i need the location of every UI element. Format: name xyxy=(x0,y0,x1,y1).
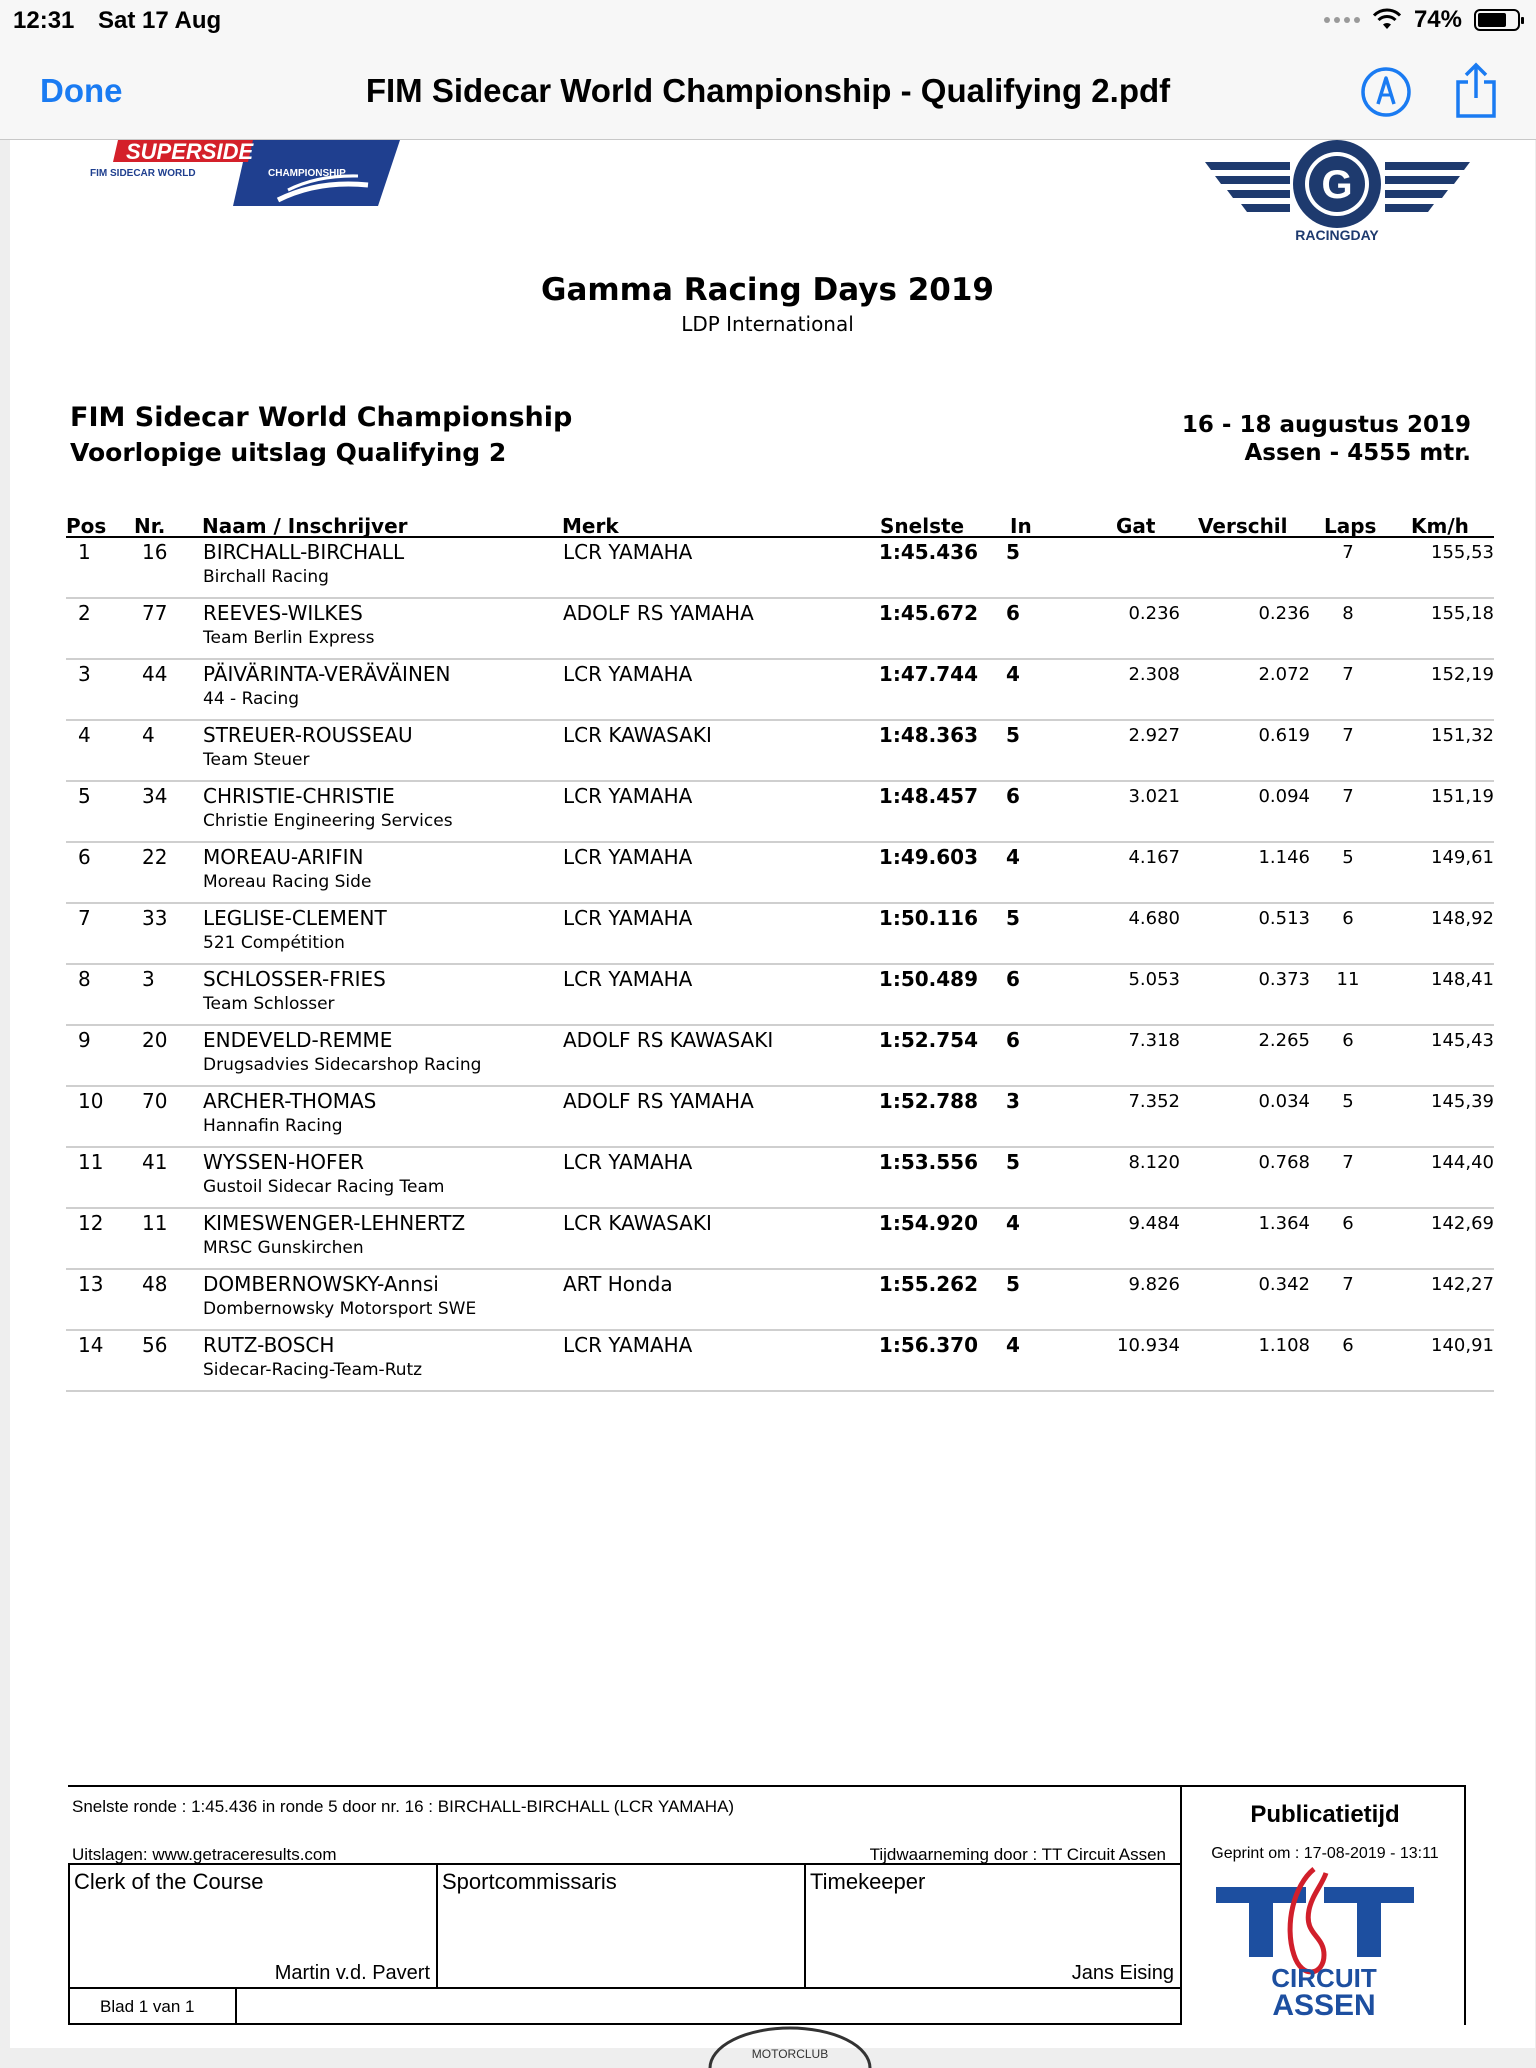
fastest-lap-note: Snelste ronde : 1:45.436 in ronde 5 door nr. 16 : BIRCHALL-BIRCHALL (LCR YAMAHA) xyxy=(72,1797,735,1816)
cell-nr: 20 xyxy=(142,1028,168,1052)
cell-team: 44 - Racing xyxy=(203,689,300,709)
cell-pos: 6 xyxy=(78,845,91,869)
clerk-cell xyxy=(68,1865,436,1987)
battery-icon xyxy=(1474,9,1520,31)
document-title: FIM Sidecar World Championship - Qualifying 2.pdf xyxy=(365,72,1171,109)
cell-in: 6 xyxy=(1006,784,1020,808)
event-dates: 16 - 18 augustus 2019 xyxy=(1181,412,1471,438)
cell-laps: 5 xyxy=(1342,847,1354,868)
header-nr: Nr. xyxy=(134,514,166,538)
cell-in: 6 xyxy=(1006,967,1020,991)
cellular-signal-icon xyxy=(1324,17,1360,23)
cell-fastest: 1:53.556 xyxy=(878,1150,978,1174)
cell-name: MOREAU-ARIFIN xyxy=(203,845,364,869)
cell-gap: 4.680 xyxy=(1128,908,1180,929)
stewards-cell xyxy=(436,1865,804,1987)
cell-laps: 6 xyxy=(1342,1213,1354,1234)
header-pos: Pos xyxy=(66,514,107,538)
cell-diff: 0.768 xyxy=(1258,1152,1310,1173)
timekeeper-label: Timekeeper xyxy=(810,1869,926,1894)
cell-diff: 0.236 xyxy=(1258,603,1310,624)
cell-pos: 13 xyxy=(78,1272,104,1296)
event-subtitle: LDP International xyxy=(681,312,854,336)
cell-nr: 56 xyxy=(142,1333,168,1357)
cell-pos: 10 xyxy=(78,1089,104,1113)
cell-gap: 2.308 xyxy=(1128,664,1180,685)
cell-laps: 6 xyxy=(1342,1030,1354,1051)
cell-gap: 9.484 xyxy=(1128,1213,1180,1234)
tt-logo-line1: CIRCUIT xyxy=(1271,1963,1377,1993)
cell-in: 6 xyxy=(1006,1028,1020,1052)
cell-pos: 4 xyxy=(78,723,91,747)
table-row xyxy=(66,843,1494,904)
wifi-icon xyxy=(1372,9,1402,31)
cell-laps: 6 xyxy=(1342,1335,1354,1356)
cell-pos: 11 xyxy=(78,1150,104,1174)
cell-kmh: 148,41 xyxy=(1431,969,1494,990)
cell-nr: 11 xyxy=(142,1211,168,1235)
cell-in: 4 xyxy=(1006,662,1020,686)
sheet-number: Blad 1 van 1 xyxy=(100,1997,195,2016)
cell-laps: 11 xyxy=(1336,969,1360,990)
printed-on: Geprint om : 17-08-2019 - 13:11 xyxy=(1211,1845,1439,1862)
clerk-label: Clerk of the Course xyxy=(74,1869,264,1894)
session-title: Voorlopige uitslag Qualifying 2 xyxy=(70,438,507,467)
cell-gap: 7.318 xyxy=(1128,1030,1180,1051)
cell-make: ADOLF RS YAMAHA xyxy=(563,601,754,625)
cell-make: LCR YAMAHA xyxy=(563,845,693,869)
cell-team: Team Schlosser xyxy=(203,994,335,1014)
cell-name: ARCHER-THOMAS xyxy=(203,1089,377,1113)
cell-pos: 5 xyxy=(78,784,91,808)
share-icon[interactable] xyxy=(1450,62,1502,120)
cell-make: LCR YAMAHA xyxy=(563,540,693,564)
cell-laps: 7 xyxy=(1342,1152,1354,1173)
pdf-page[interactable] xyxy=(10,139,1535,2061)
cell-in: 6 xyxy=(1006,601,1020,625)
cell-gap: 9.826 xyxy=(1128,1274,1180,1295)
cell-kmh: 142,27 xyxy=(1431,1274,1494,1295)
superside-logo-sub1: FIM SIDECAR WORLD xyxy=(90,168,196,179)
championship-title: FIM Sidecar World Championship xyxy=(70,402,573,433)
cell-in: 5 xyxy=(1006,540,1020,564)
timekeeper-cell xyxy=(804,1865,1180,1987)
table-row xyxy=(66,965,1494,1026)
cell-name: LEGLISE-CLEMENT xyxy=(203,906,387,930)
cell-team: Hannafin Racing xyxy=(203,1116,343,1136)
gamma-logo-text: RACINGDAY xyxy=(1295,227,1379,243)
cell-laps: 7 xyxy=(1342,1274,1354,1295)
header-name: Naam / Inschrijver xyxy=(202,514,408,538)
cell-pos: 2 xyxy=(78,601,91,625)
cell-team: MRSC Gunskirchen xyxy=(203,1238,364,1258)
cell-nr: 34 xyxy=(142,784,168,808)
cell-fastest: 1:49.603 xyxy=(878,845,978,869)
cell-kmh: 149,61 xyxy=(1431,847,1494,868)
cell-kmh: 155,53 xyxy=(1431,542,1494,563)
sheet-row xyxy=(68,1987,1180,2025)
superside-logo-text: SUPERSIDE xyxy=(126,139,254,164)
cell-name: WYSSEN-HOFER xyxy=(203,1150,365,1174)
table-row xyxy=(66,782,1494,843)
header-kmh: Km/h xyxy=(1411,514,1469,538)
cell-gap: 4.167 xyxy=(1128,847,1180,868)
cell-kmh: 155,18 xyxy=(1431,603,1494,624)
cell-name: DOMBERNOWSKY-Annsi xyxy=(203,1272,439,1296)
status-time: 12:31 xyxy=(13,7,75,34)
cell-laps: 7 xyxy=(1342,664,1354,685)
cell-name: RUTZ-BOSCH xyxy=(203,1333,335,1357)
status-bar xyxy=(0,0,1536,44)
cell-diff: 2.265 xyxy=(1258,1030,1310,1051)
table-row xyxy=(66,660,1494,721)
cell-fastest: 1:56.370 xyxy=(878,1333,978,1357)
cell-nr: 77 xyxy=(142,601,168,625)
cell-diff: 2.072 xyxy=(1258,664,1310,685)
event-title: Gamma Racing Days 2019 xyxy=(541,272,994,308)
table-row xyxy=(66,904,1494,965)
done-button[interactable]: Done xyxy=(40,72,123,109)
cell-pos: 1 xyxy=(78,540,91,564)
navigation-bar xyxy=(0,44,1536,140)
timekeeper-name: Jans Eising xyxy=(1071,1962,1174,1984)
cell-in: 4 xyxy=(1006,845,1020,869)
table-row xyxy=(66,1209,1494,1270)
cell-diff: 1.108 xyxy=(1258,1335,1310,1356)
cell-team: Moreau Racing Side xyxy=(203,872,372,892)
results-footer xyxy=(68,1785,1466,2025)
signature-grid xyxy=(68,1863,1180,2023)
cell-diff: 0.373 xyxy=(1258,969,1310,990)
battery-level-fill xyxy=(1478,13,1506,27)
header-make: Merk xyxy=(562,514,619,538)
table-row xyxy=(66,1148,1494,1209)
clerk-name: Martin v.d. Pavert xyxy=(274,1962,430,1984)
table-row xyxy=(66,1331,1494,1392)
cell-kmh: 151,32 xyxy=(1431,725,1494,746)
cell-make: LCR YAMAHA xyxy=(563,967,693,991)
cell-nr: 48 xyxy=(142,1272,168,1296)
table-row xyxy=(66,1270,1494,1331)
cell-laps: 7 xyxy=(1342,542,1354,563)
header-laps: Laps xyxy=(1324,514,1377,538)
results-url: Uitslagen: www.getraceresults.com xyxy=(72,1845,337,1864)
cell-name: KIMESWENGER-LEHNERTZ xyxy=(203,1211,466,1235)
cell-nr: 41 xyxy=(142,1150,168,1174)
cell-kmh: 142,69 xyxy=(1431,1213,1494,1234)
cell-diff: 1.364 xyxy=(1258,1213,1310,1234)
cell-in: 5 xyxy=(1006,723,1020,747)
cell-nr: 3 xyxy=(142,967,155,991)
cell-fastest: 1:45.436 xyxy=(878,540,978,564)
cell-in: 5 xyxy=(1006,1150,1020,1174)
cell-diff: 0.513 xyxy=(1258,908,1310,929)
cell-fastest: 1:45.672 xyxy=(878,601,978,625)
cell-name: ENDEVELD-REMME xyxy=(203,1028,393,1052)
cell-fastest: 1:48.457 xyxy=(878,784,978,808)
cell-gap: 0.236 xyxy=(1128,603,1180,624)
results-table-header xyxy=(66,512,1494,538)
cell-gap: 8.120 xyxy=(1128,1152,1180,1173)
cell-laps: 7 xyxy=(1342,725,1354,746)
sheet-divider xyxy=(235,1989,237,2025)
cell-pos: 12 xyxy=(78,1211,104,1235)
cell-name: REEVES-WILKES xyxy=(203,601,363,625)
cell-team: Gustoil Sidecar Racing Team xyxy=(203,1177,445,1197)
cell-kmh: 140,91 xyxy=(1431,1335,1494,1356)
cell-fastest: 1:50.116 xyxy=(878,906,978,930)
cell-fastest: 1:52.754 xyxy=(878,1028,978,1052)
cell-pos: 9 xyxy=(78,1028,91,1052)
cell-make: LCR KAWASAKI xyxy=(563,723,712,747)
cell-name: CHRISTIE-CHRISTIE xyxy=(203,784,395,808)
cell-pos: 7 xyxy=(78,906,91,930)
track-info: Assen - 4555 mtr. xyxy=(1244,440,1471,466)
cell-in: 5 xyxy=(1006,906,1020,930)
cell-laps: 6 xyxy=(1342,908,1354,929)
cell-team: Team Berlin Express xyxy=(203,628,375,648)
cell-kmh: 145,39 xyxy=(1431,1091,1494,1112)
cell-team: Dombernowsky Motorsport SWE xyxy=(203,1299,477,1319)
cell-make: LCR YAMAHA xyxy=(563,784,693,808)
cell-name: SCHLOSSER-FRIES xyxy=(203,967,386,991)
cell-name: STREUER-ROUSSEAU xyxy=(203,723,413,747)
cell-make: LCR YAMAHA xyxy=(563,1333,693,1357)
cell-gap: 7.352 xyxy=(1128,1091,1180,1112)
cell-diff: 1.146 xyxy=(1258,847,1310,868)
cell-make: ADOLF RS YAMAHA xyxy=(563,1089,754,1113)
cell-make: ART Honda xyxy=(563,1272,673,1296)
cell-kmh: 144,40 xyxy=(1431,1152,1494,1173)
gamma-logo-letter: G xyxy=(1321,163,1353,207)
cell-make: LCR KAWASAKI xyxy=(563,1211,712,1235)
cell-pos: 14 xyxy=(78,1333,104,1357)
cell-fastest: 1:55.262 xyxy=(878,1272,978,1296)
cell-fastest: 1:47.744 xyxy=(878,662,978,686)
table-row xyxy=(66,1026,1494,1087)
cell-pos: 3 xyxy=(78,662,91,686)
cell-nr: 33 xyxy=(142,906,168,930)
motorclub-stamp xyxy=(710,2028,870,2068)
status-date: Sat 17 Aug xyxy=(98,7,222,34)
cell-gap: 3.021 xyxy=(1128,786,1180,807)
cell-gap: 10.934 xyxy=(1117,1335,1180,1356)
cell-team: Christie Engineering Services xyxy=(203,811,453,831)
table-row xyxy=(66,1087,1494,1148)
cell-fastest: 1:54.920 xyxy=(878,1211,978,1235)
cell-team: 521 Compétition xyxy=(203,933,345,953)
cell-make: ADOLF RS KAWASAKI xyxy=(563,1028,774,1052)
cell-fastest: 1:52.788 xyxy=(878,1089,978,1113)
cell-nr: 16 xyxy=(142,540,168,564)
results-table xyxy=(66,512,1494,1392)
cell-nr: 4 xyxy=(142,723,155,747)
cell-fastest: 1:50.489 xyxy=(878,967,978,991)
cell-kmh: 151,19 xyxy=(1431,786,1494,807)
cell-diff: 0.094 xyxy=(1258,786,1310,807)
gamma-racingday-logo xyxy=(1205,140,1470,265)
cell-laps: 5 xyxy=(1342,1091,1354,1112)
timekeeping-note: Tijdwaarneming door : TT Circuit Assen xyxy=(869,1845,1166,1864)
cell-kmh: 148,92 xyxy=(1431,908,1494,929)
cell-kmh: 152,19 xyxy=(1431,664,1494,685)
cell-kmh: 145,43 xyxy=(1431,1030,1494,1051)
cell-team: Team Steuer xyxy=(203,750,310,770)
cell-team: Birchall Racing xyxy=(203,567,329,587)
stewards-label: Sportcommissaris xyxy=(442,1869,617,1894)
markup-pen-icon[interactable] xyxy=(1360,66,1412,118)
header-fastest: Snelste xyxy=(880,514,965,538)
cell-in: 4 xyxy=(1006,1333,1020,1357)
cell-name: BIRCHALL-BIRCHALL xyxy=(203,540,405,564)
cell-diff: 0.034 xyxy=(1258,1091,1310,1112)
cell-nr: 70 xyxy=(142,1089,168,1113)
status-right xyxy=(1324,6,1520,34)
tt-logo-line2: ASSEN xyxy=(1272,1989,1376,2022)
cell-make: LCR YAMAHA xyxy=(563,1150,693,1174)
battery-percent: 74% xyxy=(1413,6,1462,33)
superside-logo xyxy=(78,140,403,206)
cell-make: LCR YAMAHA xyxy=(563,662,693,686)
table-row xyxy=(66,599,1494,660)
cell-diff: 0.619 xyxy=(1258,725,1310,746)
header-diff: Verschil xyxy=(1198,514,1288,538)
cell-name: PÄIVÄRINTA-VERÄVÄINEN xyxy=(203,662,451,686)
publication-title: Publicatietijd xyxy=(1250,1801,1400,1828)
cell-in: 3 xyxy=(1006,1089,1020,1113)
cell-laps: 8 xyxy=(1342,603,1354,624)
cell-gap: 5.053 xyxy=(1128,969,1180,990)
tt-circuit-assen-logo xyxy=(1204,1865,1444,2025)
cell-in: 5 xyxy=(1006,1272,1020,1296)
superside-logo-sub2: CHAMPIONSHIP xyxy=(268,168,346,179)
cell-gap: 2.927 xyxy=(1128,725,1180,746)
table-row xyxy=(66,721,1494,782)
table-row xyxy=(66,538,1494,599)
cell-diff: 0.342 xyxy=(1258,1274,1310,1295)
cell-nr: 22 xyxy=(142,845,168,869)
cell-nr: 44 xyxy=(142,662,168,686)
cell-team: Sidecar-Racing-Team-Rutz xyxy=(203,1360,423,1380)
header-in: In xyxy=(1010,514,1032,538)
header-gap: Gat xyxy=(1116,514,1156,538)
cell-in: 4 xyxy=(1006,1211,1020,1235)
stamp-text: MOTORCLUB xyxy=(751,2047,829,2061)
cell-pos: 8 xyxy=(78,967,91,991)
cell-fastest: 1:48.363 xyxy=(878,723,978,747)
cell-laps: 7 xyxy=(1342,786,1354,807)
cell-make: LCR YAMAHA xyxy=(563,906,693,930)
cell-team: Drugsadvies Sidecarshop Racing xyxy=(203,1055,482,1075)
